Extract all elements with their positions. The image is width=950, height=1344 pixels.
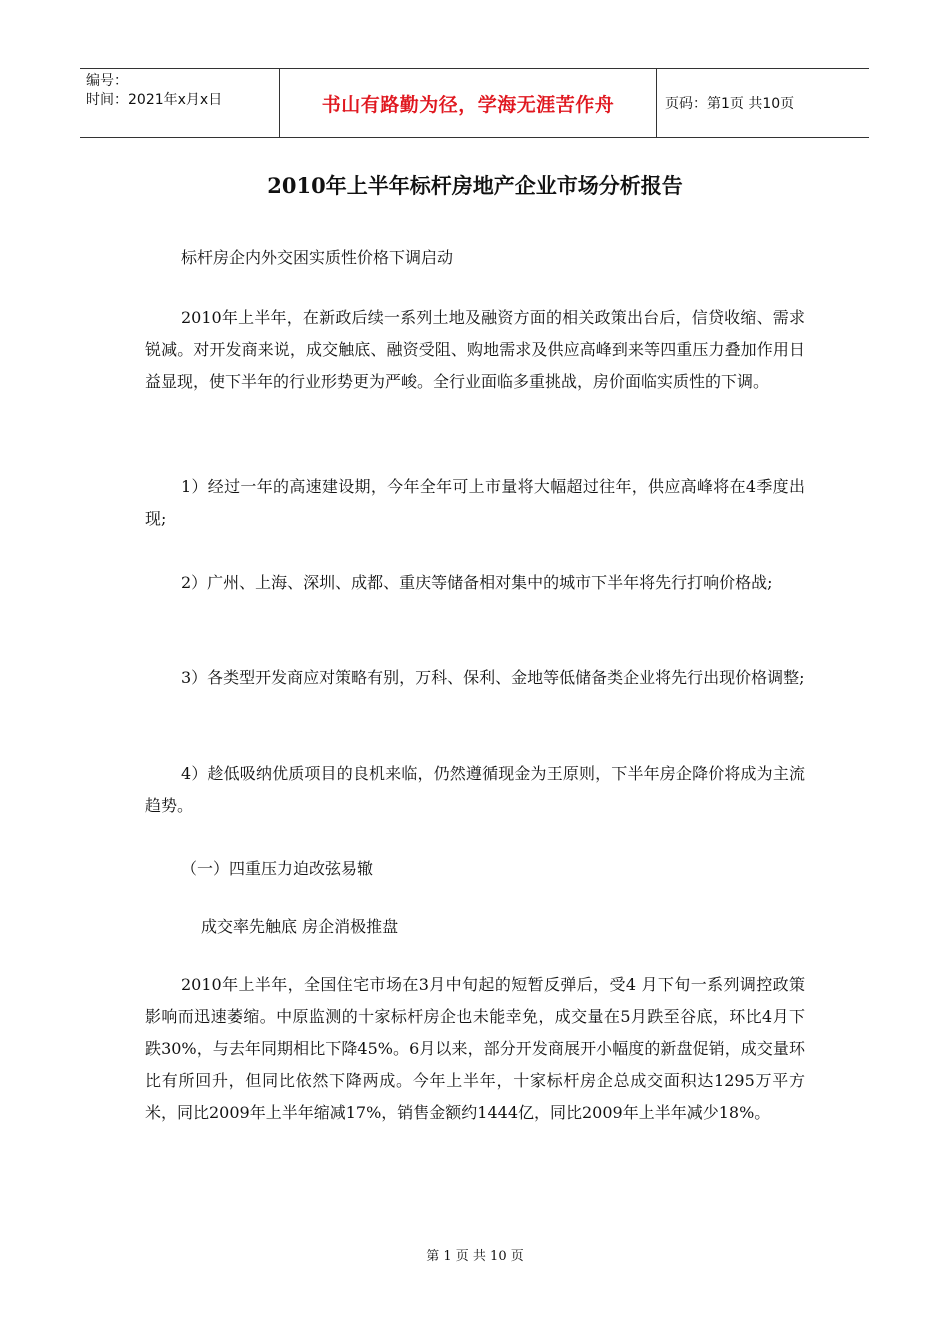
page-footer: 第 1 页 共 10 页: [426, 1249, 524, 1264]
section-heading-block: [145, 853, 805, 885]
point-4-block: [145, 758, 805, 822]
point-3-block: [145, 662, 805, 694]
header-page-info: 页码：第1页 共10页: [665, 96, 795, 112]
point-1-block: [145, 471, 805, 535]
body-paragraph-block: [145, 969, 805, 1129]
section-subtitle-block: [145, 242, 805, 274]
document-number-label: 编号：: [86, 73, 128, 89]
header-meta: [80, 69, 280, 137]
section-heading: （一）四重压力迫改弦易辙: [181, 859, 374, 878]
header-motto-cell: [280, 69, 657, 137]
body-paragraph: 2010年上半年，全国住宅市场在3月中旬起的短暂反弹后，受4 月下旬一系列调控政策影响而迅速萎缩。中原监测的十家标杆房企也未能幸免，成交量在5月跌至谷底，环比4月下跌30%，与去年同期相比下降45%。6月以来，部分开发商展开小幅度的新盘促销，成交量环比有所回升，但同比依然下降两成。今年上半年，十家标杆房企总成交面积达1295万平方米，同比2009年上半年缩减17%，销售金额约1444亿，同比2009年上半年减少18%。: [145, 975, 805, 1122]
list-item: 3）各类型开发商应对策略有别，万科、保利、金地等低储备类企业将先行出现价格调整;: [181, 668, 805, 687]
section-subtitle: 标杆房企内外交困实质性价格下调启动: [181, 248, 454, 267]
point-2-block: [145, 567, 805, 599]
page-header: [80, 68, 869, 138]
list-item: 4）趁低吸纳优质项目的良机来临，仍然遵循现金为王原则，下半年房企降价将成为主流趋势。: [145, 764, 805, 815]
subsection-heading-block: [145, 911, 805, 943]
document-title: 2010年上半年标杆房地产企业市场分析报告: [267, 173, 683, 198]
subsection-heading: 成交率先触底 房企消极推盘: [201, 917, 399, 936]
list-item: 1）经过一年的高速建设期，今年全年可上市量将大幅超过往年，供应高峰将在4季度出现;: [145, 477, 805, 528]
header-motto: 书山有路勤为径，学海无涯苦作舟: [321, 93, 615, 116]
document-time-label: 时间：2021年x月x日: [86, 92, 223, 108]
list-item: 2）广州、上海、深圳、成都、重庆等储备相对集中的城市下半年将先行打响价格战;: [181, 573, 773, 592]
intro-paragraph: 2010年上半年，在新政后续一系列土地及融资方面的相关政策出台后，信贷收缩、需求锐减。对开发商来说，成交触底、融资受阻、购地需求及供应高峰到来等四重压力叠加作用日益显现，使下半年的行业形势更为严峻。全行业面临多重挑战，房价面临实质性的下调。: [145, 308, 805, 391]
intro-paragraph-block: [145, 302, 805, 398]
